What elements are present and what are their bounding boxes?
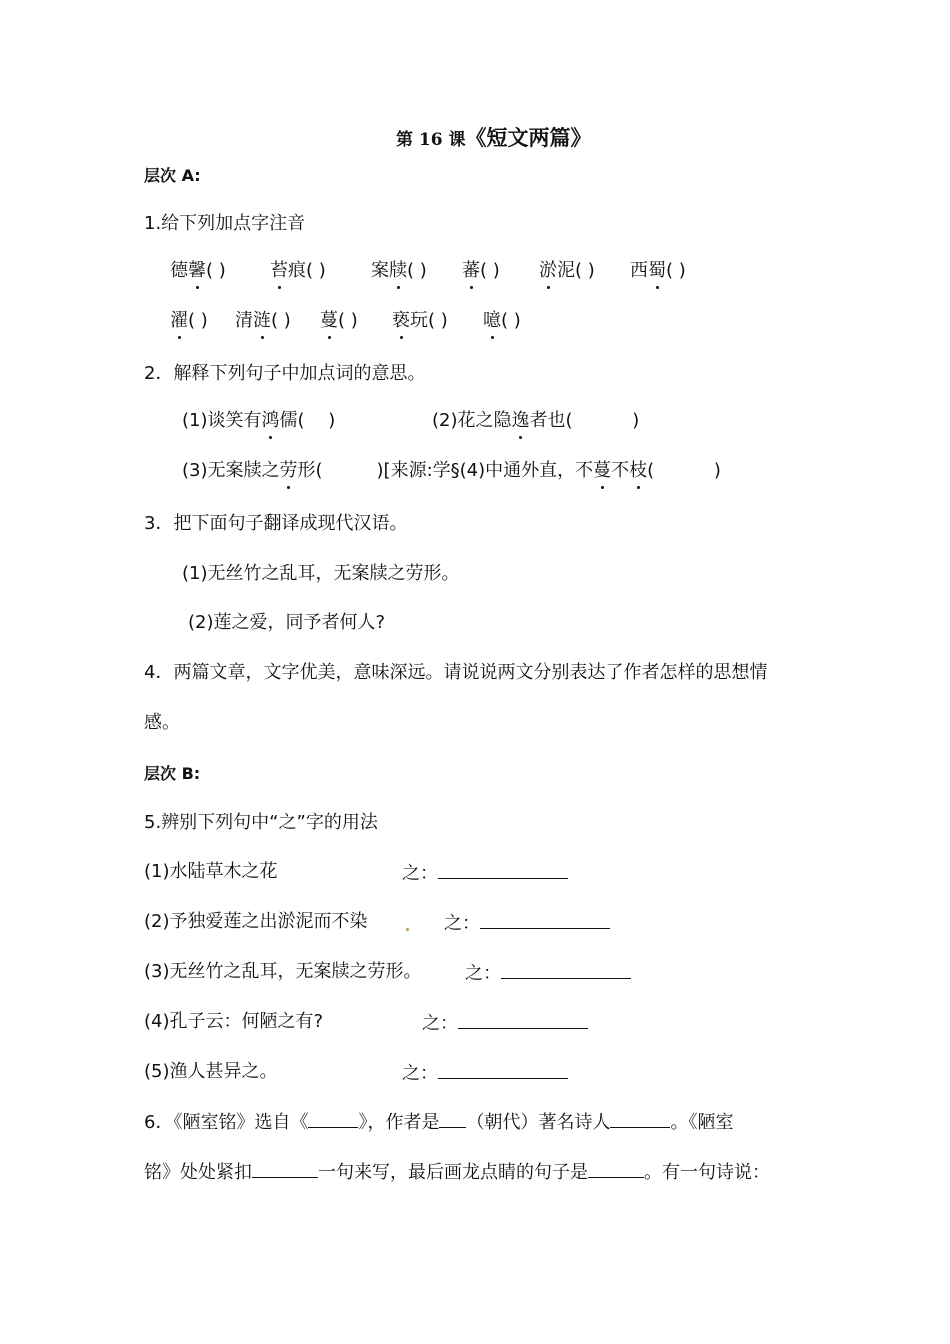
dotted-char: 劳 bbox=[279, 460, 298, 481]
dotted-char: 淤 bbox=[539, 260, 557, 281]
q1-item: 苔痕( ) bbox=[270, 260, 326, 281]
q5-sentence: (3)无丝竹之乱耳，无案牍之劳形。 bbox=[144, 961, 422, 982]
q5-answer: 之： bbox=[465, 960, 631, 986]
q1-item: 淤泥( ) bbox=[539, 260, 595, 281]
q5-answer: 之： bbox=[402, 1060, 568, 1086]
dotted-char: 馨 bbox=[188, 260, 206, 281]
answer-blank[interactable] bbox=[588, 1159, 644, 1178]
q1-item: 案牍( ) bbox=[371, 260, 427, 281]
level-b-heading: 层次 B: bbox=[144, 764, 201, 783]
page-title bbox=[396, 126, 592, 152]
q1-item: 德馨( ) bbox=[170, 260, 226, 281]
q1-item: 濯( ) bbox=[170, 310, 208, 331]
q1-item: 蕃( ) bbox=[462, 260, 500, 281]
q1-item: 蔓( ) bbox=[320, 310, 358, 331]
q5-sentence: (1)水陆草木之花 bbox=[144, 861, 278, 882]
q1-item: 噫( ) bbox=[483, 310, 521, 331]
answer-blank[interactable] bbox=[252, 1159, 318, 1178]
answer-blank[interactable] bbox=[438, 860, 568, 879]
question-4-line-1: 4．两篇文章，文字优美，意味深远。请说说两文分别表达了作者怎样的思想情 bbox=[144, 662, 768, 683]
dotted-char: 亵 bbox=[392, 310, 410, 331]
dotted-char: 逸 bbox=[511, 410, 530, 431]
question-6-line-1: 6．《陋室铭》选自《 》，作者是 （朝代）著名诗人 。《陋室 bbox=[144, 1109, 733, 1135]
question-2: 2．解释下列句子中加点词的意思。 bbox=[144, 363, 426, 384]
dotted-char: 蕃 bbox=[462, 260, 480, 281]
title-prefix: 第 16 课 bbox=[396, 130, 466, 150]
dotted-char: 涟 bbox=[253, 310, 271, 331]
q1-item: 亵玩( ) bbox=[392, 310, 448, 331]
question-4-line-2: 感。 bbox=[144, 712, 180, 733]
dotted-char: 苔 bbox=[270, 260, 288, 281]
q5-answer: 之： bbox=[402, 860, 568, 886]
dotted-char: 濯 bbox=[170, 310, 188, 331]
question-3: 3．把下面句子翻译成现代汉语。 bbox=[144, 513, 408, 534]
answer-blank[interactable] bbox=[438, 1060, 568, 1079]
q5-sentence: (4)孔子云：何陋之有? bbox=[144, 1011, 324, 1032]
q5-sentence: (2)予独爱莲之出淤泥而不染 bbox=[144, 911, 368, 932]
dotted-char: 鸿 bbox=[261, 410, 280, 431]
q2-item-1: (1)谈笑有鸿儒( ) bbox=[182, 410, 336, 431]
answer-blank[interactable] bbox=[610, 1109, 670, 1128]
answer-blank[interactable] bbox=[458, 1010, 588, 1029]
dotted-char: 牍 bbox=[389, 260, 407, 281]
q5-answer: 之： bbox=[444, 910, 610, 936]
q5-sentence: (5)渔人甚异之。 bbox=[144, 1061, 278, 1082]
answer-blank[interactable] bbox=[501, 960, 631, 979]
answer-blank[interactable] bbox=[439, 1109, 466, 1128]
q1-item: 清涟( ) bbox=[235, 310, 291, 331]
question-6-line-2: 铭》处处紧扣 一句来写，最后画龙点睛的句子是 。有一句诗说： bbox=[144, 1159, 770, 1185]
q3-sentence-2: (2)莲之爱，同予者何人? bbox=[188, 612, 386, 633]
dotted-char: 噫 bbox=[483, 310, 501, 331]
answer-blank[interactable] bbox=[480, 910, 610, 929]
answer-blank[interactable] bbox=[308, 1109, 358, 1128]
q3-sentence-1: (1)无丝竹之乱耳，无案牍之劳形。 bbox=[182, 563, 460, 584]
level-a-heading: 层次 A: bbox=[144, 166, 201, 185]
title-main: 《短文两篇》 bbox=[465, 125, 592, 150]
q5-answer: 之： bbox=[422, 1010, 588, 1036]
dotted-char: 枝 bbox=[629, 460, 648, 481]
dotted-char: 蔓 bbox=[593, 460, 612, 481]
question-1: 1.给下列加点字注音 bbox=[144, 213, 306, 234]
question-5: 5.辨别下列句中“之”字的用法 bbox=[144, 812, 378, 833]
dotted-char: 蔓 bbox=[320, 310, 338, 331]
q1-item: 西蜀( ) bbox=[630, 260, 686, 281]
q2-item-2: (2)花之隐逸者也( ) bbox=[432, 410, 640, 431]
stray-dot bbox=[406, 928, 409, 931]
dotted-char: 蜀 bbox=[648, 260, 666, 281]
q2-item-3: (3)无案牍之劳形( )[来源:学§(4)中通外直，不蔓不枝( ) bbox=[182, 460, 721, 481]
